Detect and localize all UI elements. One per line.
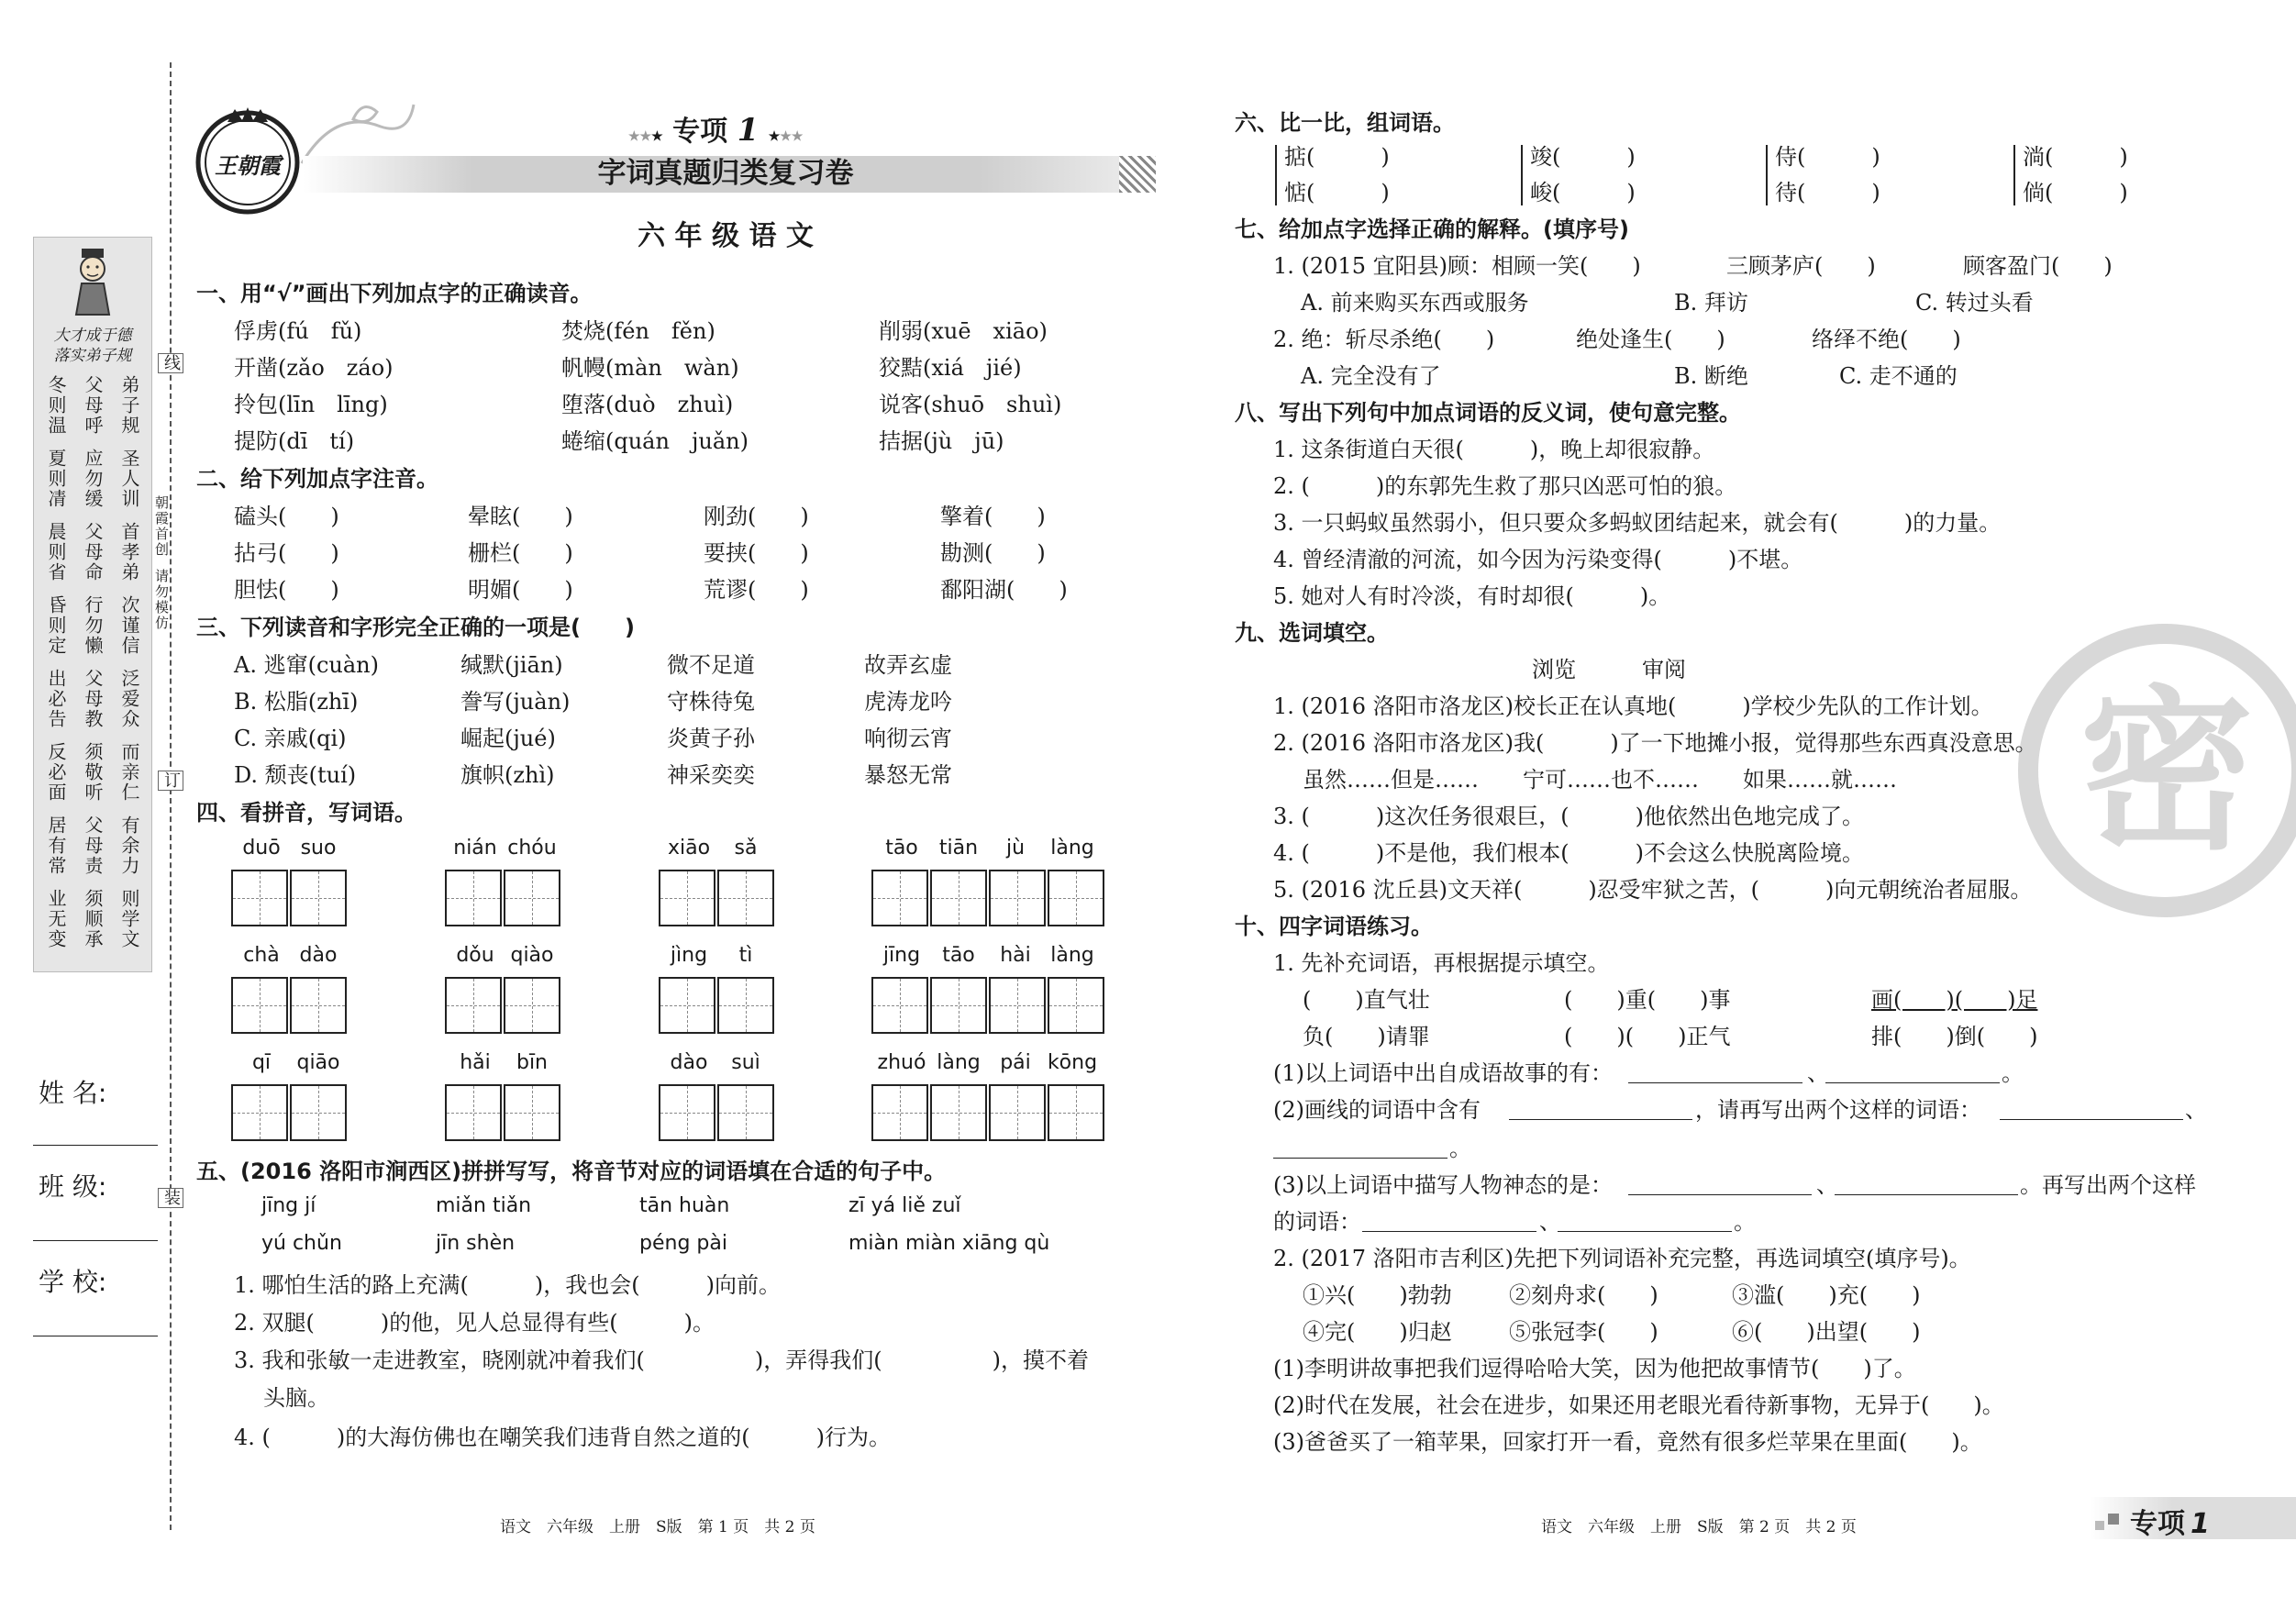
writing-cell[interactable]: [231, 1084, 288, 1141]
writing-cell[interactable]: [930, 870, 987, 926]
s10-word[interactable]: 排( )倒( ): [1871, 1024, 2038, 1049]
writing-cell[interactable]: [717, 1084, 774, 1141]
writing-cell[interactable]: [1048, 977, 1104, 1034]
s7-q1-option: A. 前来购买东西或服务: [1301, 290, 1529, 316]
motto-col: 父母命: [82, 522, 104, 582]
pinyin-syllable: jīng: [882, 944, 921, 967]
s2-item[interactable]: 晕眩( ): [468, 504, 573, 529]
s7-q1[interactable]: 1. (2015 宜阳县)顾：相顾一笑( ): [1273, 253, 1641, 279]
s2-item[interactable]: 栅栏( ): [468, 540, 573, 566]
s6-item[interactable]: 待( ): [1775, 180, 1880, 205]
s10-word[interactable]: ( )直气壮: [1303, 987, 1430, 1013]
motto-col: 父母教: [82, 669, 104, 729]
writing-cell[interactable]: [290, 1084, 347, 1141]
s3-option: 暴怒无常: [864, 762, 952, 788]
section-3-title: 三、下列读音和字形完全正确的一项是( ): [196, 615, 635, 640]
corner-square-icon: [2095, 1521, 2104, 1530]
s3-option: 崛起(jué): [460, 726, 556, 751]
binding-note-1: 朝霞首创: [153, 495, 170, 558]
s9-q5[interactable]: 5. (2016 沈丘县)文天祥( )忍受牢狱之苦，( )向元朝统治者屈服。: [1273, 877, 2033, 903]
writing-cell[interactable]: [659, 977, 715, 1034]
series-heading: [628, 108, 803, 149]
s10-2-q1[interactable]: (1)李明讲故事把我们逗得哈哈大笑，因为他把故事情节( )了。: [1273, 1356, 1916, 1381]
section-9-title: 九、选词填空。: [1235, 620, 1389, 646]
s10-2-word[interactable]: ①兴( )勃勃: [1303, 1282, 1452, 1308]
s5-pinyin: jīn shèn: [436, 1232, 516, 1255]
answer-blank[interactable]: [1273, 1158, 1447, 1159]
corner-tag: [2090, 1497, 2296, 1539]
period-mark: 。: [1449, 1136, 1471, 1161]
s9-word-bank-2: 虽然……但是…… 宁可……也不…… 如果……就……: [1303, 767, 1897, 793]
series-number: 1: [737, 112, 760, 149]
separator-mark: 、: [2185, 1097, 2207, 1123]
s5-pinyin: yú chǔn: [261, 1232, 342, 1255]
s3-option: 响彻云宵: [864, 726, 952, 751]
star-icon: ★★: [628, 129, 652, 144]
logo-text: 王朝霞: [215, 152, 281, 179]
s2-item[interactable]: 胆怯( ): [234, 577, 339, 603]
name-field[interactable]: [33, 1145, 158, 1146]
writing-cell[interactable]: [1048, 1084, 1104, 1141]
s8-item[interactable]: 4. 曾经清澈的河流，如今因为污染变得( )不堪。: [1273, 547, 1803, 572]
pinyin-syllable: tāo: [942, 944, 975, 967]
s3-option: 誊写(juàn): [460, 689, 571, 715]
s8-item[interactable]: 1. 这条街道白天很( )，晚上却很寂静。: [1273, 437, 1715, 462]
pinyin-syllable: duō: [242, 837, 281, 859]
motto-columns: [39, 375, 146, 962]
s2-item[interactable]: 拈弓( ): [234, 540, 339, 566]
corner-square-icon: [2108, 1514, 2119, 1525]
s7-q2-option: B. 断绝: [1674, 363, 1748, 389]
pinyin-syllable: làng: [937, 1051, 981, 1074]
motto-line-1: 大才成于德: [53, 327, 132, 345]
s1-item[interactable]: 拎包(līn līng): [234, 392, 388, 417]
motto-col: 首孝弟: [118, 522, 140, 582]
s10-2-word[interactable]: ②刻舟求( ): [1509, 1282, 1658, 1308]
section-4-title: 四、看拼音，写词语。: [196, 800, 416, 826]
section-10-title: 十、四字词语练习。: [1235, 914, 1433, 939]
motto-col: 晨则省: [45, 522, 67, 582]
page-subtitle: 六 年 级 语 文: [638, 220, 814, 252]
section-1-title: 一、用“√”画出下列加点字的正确读音。: [196, 281, 593, 306]
corner-tag-text: 专项: [2130, 1508, 2185, 1540]
star-icon: ★★: [780, 129, 804, 144]
s9-q3[interactable]: 3. ( )这次任务很艰巨，( )他依然出色地完成了。: [1273, 804, 1864, 829]
writing-cell[interactable]: [871, 870, 928, 926]
writing-cell[interactable]: [504, 870, 560, 926]
pinyin-syllable: pái: [1000, 1051, 1031, 1074]
answer-blank[interactable]: [1558, 1231, 1732, 1232]
pinyin-syllable: qiāo: [296, 1051, 340, 1074]
motto-col: 父母责: [82, 815, 104, 876]
s10-2-q2[interactable]: (2)时代在发展，社会在进步，如果还用老眼光看待新事物，无异于( )。: [1273, 1392, 2004, 1418]
writing-cell[interactable]: [930, 1084, 987, 1141]
section-8-title: 八、写出下列句中加点词语的反义词，使句意完整。: [1235, 400, 1741, 426]
s1-item[interactable]: 蜷缩(quán juǎn): [561, 428, 749, 454]
corner-tag-num: 1: [2191, 1508, 2210, 1540]
s7-q2[interactable]: 2. 绝：斩尽杀绝( ): [1273, 327, 1495, 352]
motto-col: 须顺承: [82, 889, 104, 949]
motto-col: 而亲仁: [118, 742, 140, 803]
s10-2-q3[interactable]: (3)爸爸买了一箱苹果，回家打开一看，竟然有很多烂苹果在里面( )。: [1273, 1429, 1982, 1455]
s5-question-3-cont: 头脑。: [263, 1385, 329, 1411]
pinyin-syllable: tì: [738, 944, 753, 967]
motto-col: 业无变: [45, 889, 67, 949]
s5-question-4[interactable]: 4. ( )的大海仿佛也在嘲笑我们违背自然之道的( )行为。: [234, 1425, 891, 1450]
binding-mark-line: 线: [158, 353, 183, 373]
s5-pinyin: miǎn tiǎn: [436, 1194, 532, 1217]
writing-cell[interactable]: [871, 977, 928, 1034]
s3-option: 守株待兔: [667, 689, 755, 715]
s3-option[interactable]: A. 逃窜(cuàn): [234, 652, 379, 678]
s10-word[interactable]: ( )重( )事: [1564, 987, 1731, 1013]
s5-question-1[interactable]: 1. 哪怕生活的路上充满( )，我也会( )向前。: [234, 1272, 781, 1298]
writing-cell[interactable]: [445, 977, 502, 1034]
section-7-title: 七、给加点字选择正确的解释。(填序号): [1235, 216, 1629, 242]
pinyin-syllable: tiān: [938, 837, 979, 859]
motto-col: 出必告: [45, 669, 67, 729]
s6-item[interactable]: 峻( ): [1530, 180, 1636, 205]
pinyin-syllable: sǎ: [734, 837, 758, 859]
s2-item[interactable]: 明媚( ): [468, 577, 573, 603]
pinyin-syllable: dǒu: [456, 944, 494, 967]
motto-col: 父母呼: [82, 375, 104, 436]
binding-note-2: 请勿模仿: [153, 569, 170, 631]
s5-pinyin: miàn miàn xiāng qù: [849, 1232, 1050, 1255]
motto-col: 冬则温: [45, 375, 67, 436]
writing-cell[interactable]: [989, 1084, 1046, 1141]
s6-item[interactable]: 侍( ): [1775, 144, 1880, 170]
writing-cell[interactable]: [445, 870, 502, 926]
star-icon: ★: [651, 129, 663, 144]
s10-prompt-3b: 。再写出两个这样: [2020, 1172, 2196, 1198]
s10-prompt-2b: ，请再写出两个这样的词语：: [1695, 1097, 1981, 1123]
motto-col: 行勿懒: [82, 595, 104, 656]
s3-option: 故弄玄虚: [864, 652, 952, 678]
answer-blank[interactable]: [1509, 1119, 1692, 1120]
pinyin-syllable: qiào: [510, 944, 554, 967]
s7-q1-option: C. 转过头看: [1915, 290, 2034, 316]
answer-blank[interactable]: [1825, 1082, 2000, 1083]
motto-col: 泛爱众: [118, 669, 140, 729]
writing-cell[interactable]: [231, 977, 288, 1034]
writing-cell[interactable]: [717, 870, 774, 926]
sidebar-motto-box: [33, 237, 152, 972]
writing-cell[interactable]: [445, 1084, 502, 1141]
s8-item[interactable]: 2. ( )的东郭先生救了那只凶恶可怕的狼。: [1273, 473, 1737, 499]
page-title: 字词真题归类复习卷: [597, 157, 854, 190]
s2-item[interactable]: 磕头( ): [234, 504, 339, 529]
writing-cell[interactable]: [231, 870, 288, 926]
motto-col: 昏则定: [45, 595, 67, 656]
motto-col: 有余力: [118, 815, 140, 876]
s7-q2c[interactable]: 络绎不绝( ): [1812, 327, 1961, 352]
pinyin-syllable: tāo: [885, 837, 918, 859]
s10-word[interactable]: ( )( )正气: [1564, 1024, 1731, 1049]
section-2-title: 二、给下列加点字注音。: [196, 466, 438, 492]
star-icon: ★: [768, 129, 781, 144]
pinyin-syllable: dào: [670, 1051, 708, 1074]
pinyin-syllable: zhuó: [877, 1051, 926, 1074]
writing-cell[interactable]: [717, 977, 774, 1034]
s10-2-word[interactable]: ④完( )归赵: [1303, 1319, 1452, 1345]
class-label: 班 级:: [39, 1171, 107, 1202]
s10-prompt-3c: 的词语：: [1273, 1209, 1361, 1235]
s8-item[interactable]: 3. 一只蚂蚁虽然弱小，但只要众多蚂蚁团结起来，就会有( )的力量。: [1273, 510, 2002, 536]
pinyin-syllable: nián: [453, 837, 497, 859]
bracket-icon: [1275, 145, 1281, 205]
period-mark: 。: [2002, 1060, 2024, 1086]
class-field[interactable]: [33, 1240, 158, 1241]
corner-tag-label: [2130, 1501, 2210, 1541]
s2-item[interactable]: 荒谬( ): [704, 577, 809, 603]
s5-pinyin: jīng jí: [261, 1194, 316, 1217]
answer-blank[interactable]: [1628, 1082, 1802, 1083]
s1-item[interactable]: 拮据(jù jū): [879, 428, 1004, 454]
writing-cell[interactable]: [504, 977, 560, 1034]
binding-mark-order: 订: [158, 771, 183, 791]
s10-2-word[interactable]: ⑤张冠李( ): [1509, 1319, 1658, 1345]
s1-item[interactable]: 开凿(zǎo záo): [234, 355, 394, 381]
series-label: 专项: [672, 116, 728, 148]
s2-item[interactable]: 要挟( ): [704, 540, 809, 566]
writing-cell[interactable]: [290, 870, 347, 926]
pinyin-syllable: xiāo: [667, 837, 711, 859]
motto-col: 次谨信: [118, 595, 140, 656]
s10-prompt-1: (1)以上词语中出自成语故事的有：: [1273, 1060, 1613, 1086]
s10-word-underlined[interactable]: 画( )( )足: [1871, 987, 2038, 1013]
s6-item[interactable]: 倘( ): [2023, 180, 2128, 205]
s7-q1c[interactable]: 顾客盈门( ): [1963, 253, 2113, 279]
pinyin-syllable: dào: [299, 944, 338, 967]
s10-word[interactable]: 负( )请罪: [1303, 1024, 1430, 1049]
s5-question-2[interactable]: 2. 双腿( )的他，见人总显得有些( )。: [234, 1310, 715, 1336]
page-footer-right: 语文 六年级 上册 S版 第 2 页 共 2 页: [1541, 1518, 1857, 1536]
stamp-text: 密: [2079, 671, 2254, 873]
s2-item[interactable]: 擎着( ): [940, 504, 1046, 529]
motto-col: 则学文: [118, 889, 140, 949]
s10-2-word[interactable]: ③滥( )充( ): [1732, 1282, 1921, 1308]
s10-prompt-2: (2)画线的词语中含有: [1273, 1097, 1481, 1123]
s3-option: 虎涛龙吟: [864, 689, 952, 715]
s1-item[interactable]: 俘虏(fú fǔ): [234, 318, 362, 344]
name-label: 姓 名:: [39, 1078, 107, 1108]
s3-option[interactable]: B. 松脂(zhī): [234, 689, 359, 715]
s6-item[interactable]: 淌( ): [2023, 144, 2128, 170]
pinyin-syllable: qī: [251, 1051, 272, 1074]
s3-option[interactable]: D. 颓丧(tuí): [234, 762, 357, 788]
writing-cell[interactable]: [871, 1084, 928, 1141]
motto-col: 居有常: [45, 815, 67, 876]
s6-item[interactable]: 掂( ): [1284, 144, 1390, 170]
s2-item[interactable]: 勘测( ): [940, 540, 1046, 566]
pinyin-syllable: hǎi: [460, 1051, 491, 1074]
bracket-icon: [2013, 145, 2019, 205]
writing-cell[interactable]: [989, 870, 1046, 926]
s7-q1-option: B. 拜访: [1674, 290, 1748, 316]
s9-word-bank-1: 浏览 审阅: [1532, 657, 1686, 682]
s7-q2b[interactable]: 绝处逢生( ): [1576, 327, 1725, 352]
s3-option: 旗帜(zhì): [460, 762, 555, 788]
s10-prompt-3: (3)以上词语中描写人物神态的是：: [1273, 1172, 1613, 1198]
s8-item[interactable]: 5. 她对人有时冷淡，有时却很( )。: [1273, 583, 1671, 609]
s3-option: 微不足道: [667, 652, 755, 678]
pinyin-syllable: jù: [1005, 837, 1026, 859]
confidential-stamp-icon: [2018, 624, 2296, 917]
period-mark: 。: [1734, 1209, 1756, 1235]
s1-item[interactable]: 说客(shuō shuì): [879, 392, 1062, 417]
bracket-icon: [1521, 145, 1526, 205]
s1-item[interactable]: 焚烧(fén fěn): [561, 318, 715, 344]
s10-part-2: 2. (2017 洛阳市吉利区)先把下列词语补充完整，再选词填空(填序号)。: [1273, 1246, 1971, 1271]
title-band-pattern: [1119, 156, 1156, 193]
s1-item[interactable]: 提防(dī tí): [234, 428, 355, 454]
pinyin-syllable: hài: [1000, 944, 1031, 967]
motto-col: 圣人训: [118, 449, 140, 509]
writing-cell[interactable]: [659, 1084, 715, 1141]
s2-item[interactable]: 鄱阳湖( ): [940, 577, 1068, 603]
writing-cell[interactable]: [989, 977, 1046, 1034]
page-footer-left: 语文 六年级 上册 S版 第 1 页 共 2 页: [500, 1518, 815, 1536]
s10-part-1: 1. 先补充词语，再根据提示填空。: [1273, 950, 1610, 976]
s3-option: 炎黄子孙: [667, 726, 755, 751]
pinyin-syllable: chóu: [507, 837, 557, 859]
writing-cell[interactable]: [659, 870, 715, 926]
s7-q2-option: C. 走不通的: [1839, 363, 1958, 389]
s3-option: 缄默(jiān): [460, 652, 563, 678]
s7-q2-option: A. 完全没有了: [1301, 363, 1441, 389]
s5-pinyin: péng pài: [639, 1232, 727, 1255]
section-6-title: 六、比一比，组词语。: [1235, 110, 1455, 136]
section-5-title: 五、(2016 洛阳市涧西区)拼拼写写，将音节对应的词语填在合适的句子中。: [196, 1159, 947, 1184]
writing-cell[interactable]: [290, 977, 347, 1034]
pinyin-syllable: jìng: [670, 944, 708, 967]
s6-item[interactable]: 竣( ): [1530, 144, 1636, 170]
pinyin-syllable: kōng: [1047, 1051, 1098, 1074]
writing-cell[interactable]: [504, 1084, 560, 1141]
s5-question-3[interactable]: 3. 我和张敏一走进教室，晓刚就冲着我们( )，弄得我们( )，摸不着: [234, 1347, 1089, 1373]
answer-blank[interactable]: [2000, 1119, 2183, 1120]
s5-pinyin: zī yá liě zuǐ: [849, 1194, 961, 1217]
s9-q4[interactable]: 4. ( )不是他，我们根本( )不会这么快脱离险境。: [1273, 840, 1864, 866]
publisher-logo: [193, 105, 303, 216]
writing-cell[interactable]: [1048, 870, 1104, 926]
answer-blank[interactable]: [1362, 1231, 1536, 1232]
s6-item[interactable]: 惦( ): [1284, 180, 1390, 205]
school-label: 学 校:: [39, 1267, 107, 1297]
pinyin-syllable: suì: [731, 1051, 760, 1074]
pinyin-syllable: làng: [1050, 944, 1094, 967]
s9-q2[interactable]: 2. (2016 洛阳市洛龙区)我( )了一下地摊小报，觉得那些东西真没意思。: [1273, 730, 2037, 756]
s3-option[interactable]: C. 亲戚(qi): [234, 726, 347, 751]
motto-col: 弟子规: [118, 375, 140, 436]
separator-mark: 、: [1816, 1172, 1838, 1198]
motto-col: 反必面: [45, 742, 67, 803]
s10-2-word[interactable]: ⑥( )出望( ): [1732, 1319, 1921, 1345]
separator-mark: 、: [1807, 1060, 1829, 1086]
scholar-figure-icon: [67, 247, 118, 318]
writing-cell[interactable]: [930, 977, 987, 1034]
pinyin-syllable: chà: [243, 944, 280, 967]
motto-col: 须敬听: [82, 742, 104, 803]
s9-q1[interactable]: 1. (2016 洛阳市洛龙区)校长正在认真地( )学校少先队的工作计划。: [1273, 693, 1993, 719]
s5-pinyin: tān huàn: [639, 1194, 730, 1217]
motto-col: 应勿缓: [82, 449, 104, 509]
s3-option: 神采奕奕: [667, 762, 755, 788]
s1-item[interactable]: 削弱(xuē xiāo): [879, 318, 1048, 344]
motto-line-2: 落实弟子规: [53, 347, 132, 365]
s1-item[interactable]: 帆幔(màn wàn): [561, 355, 739, 381]
s1-item[interactable]: 狡黠(xiá jié): [879, 355, 1022, 381]
pinyin-syllable: suo: [300, 837, 337, 859]
bracket-icon: [1766, 145, 1771, 205]
s7-q1b[interactable]: 三顾茅庐( ): [1726, 253, 1876, 279]
s2-item[interactable]: 刚劲( ): [704, 504, 809, 529]
motto-col: 夏则凊: [45, 449, 67, 509]
answer-blank[interactable]: [1628, 1194, 1812, 1195]
s1-item[interactable]: 堕落(duò zhuì): [561, 392, 734, 417]
pinyin-syllable: làng: [1050, 837, 1094, 859]
binding-dashed-line: [170, 62, 172, 1530]
pinyin-syllable: bīn: [516, 1051, 549, 1074]
binding-mark-bind: 装: [158, 1188, 183, 1208]
answer-blank[interactable]: [1835, 1194, 2018, 1195]
separator-mark: 、: [1539, 1209, 1561, 1235]
